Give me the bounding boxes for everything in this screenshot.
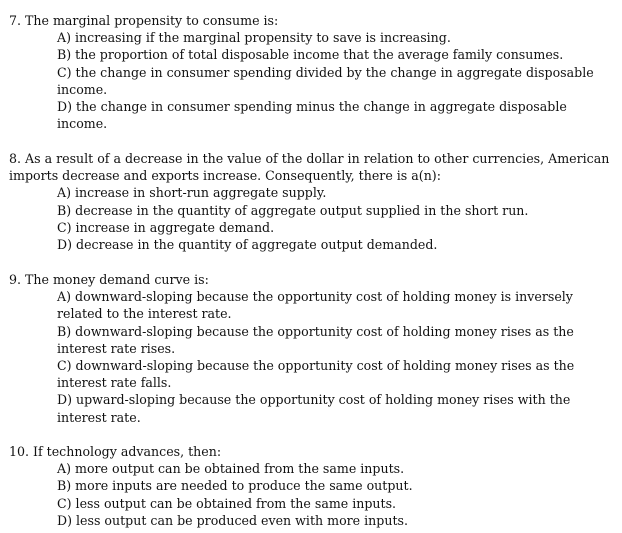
answer-options xyxy=(57,29,615,132)
option-c: C) less output can be obtained from the same inputs. xyxy=(57,495,397,511)
question-stem: 9. The money demand curve is: xyxy=(9,272,209,287)
option-b: B) more inputs are needed to produce the same output. xyxy=(57,478,413,494)
answer-options xyxy=(57,460,615,529)
option-a: A) increasing if the marginal propensity to save is increasing. xyxy=(57,30,451,46)
option-b: B) decrease in the quantity of aggregate output supplied in the short run. xyxy=(57,202,529,218)
answer-options xyxy=(57,184,615,253)
question-8 xyxy=(9,150,615,253)
option-d: D) the change in consumer spending minus the change in aggregate disposable income. xyxy=(57,99,567,132)
option-b: B) the proportion of total disposable income that the average family consumes. xyxy=(57,47,564,63)
option-a: A) more output can be obtained from the same inputs. xyxy=(57,461,405,477)
option-a: A) downward-sloping because the opportunity cost of holding money is inversely related to the interest rate. xyxy=(57,289,573,322)
option-d: D) less output can be produced even with more inputs. xyxy=(57,512,408,528)
option-c: C) the change in consumer spending divided by the change in aggregate disposable income. xyxy=(57,64,594,97)
question-10 xyxy=(9,443,615,529)
option-c: C) downward-sloping because the opportunity cost of holding money rises as the interest rate falls. xyxy=(57,358,575,391)
option-a: A) increase in short-run aggregate supply. xyxy=(57,185,327,201)
option-c: C) increase in aggregate demand. xyxy=(57,219,275,235)
question-9 xyxy=(9,271,615,426)
question-7 xyxy=(9,12,615,132)
option-d: D) decrease in the quantity of aggregate output demanded. xyxy=(57,237,438,253)
answer-options xyxy=(57,288,615,426)
question-stem: 10. If technology advances, then: xyxy=(9,444,222,459)
option-d: D) upward-sloping because the opportunity cost of holding money rises with the interest rate. xyxy=(57,392,571,425)
question-stem: 7. The marginal propensity to consume is: xyxy=(9,13,279,28)
option-b: B) downward-sloping because the opportunity cost of holding money rises as the interest rate rises. xyxy=(57,323,574,356)
question-stem: 8. As a result of a decrease in the value of the dollar in relation to other currencies, American imports decrease and exports increase. Consequently, there is a(n): xyxy=(9,151,610,184)
